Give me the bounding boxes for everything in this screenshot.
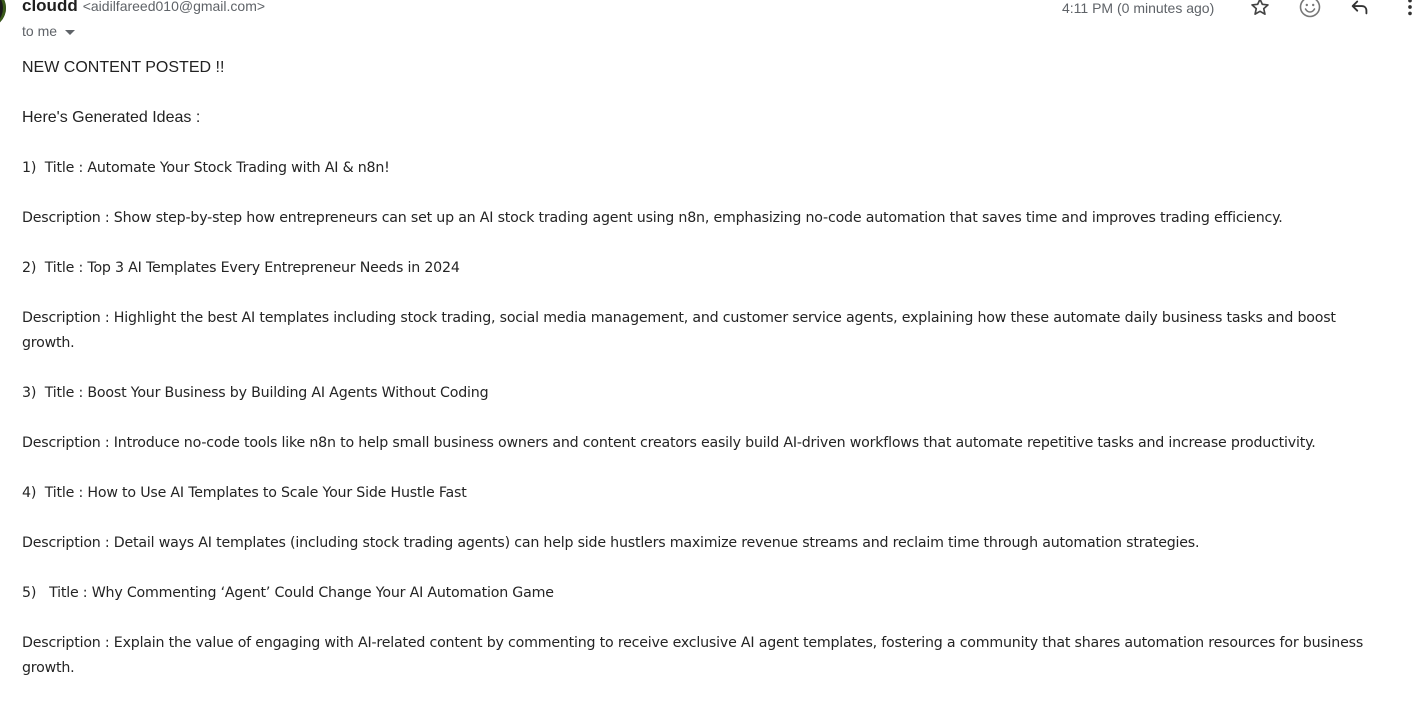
idea-description-2-cont: growth. [22,335,75,351]
message-intro: Here's Generated Ideas : [22,109,201,126]
sender-info [22,0,265,20]
idea-title-2: 2) Title : Top 3 AI Templates Every Entrepreneur Needs in 2024 [22,260,460,276]
star-icon [1249,0,1271,18]
idea-description-1: Description : Show step-by-step how entrepreneurs can set up an AI stock trading agent using n8n, emphasizing no-code automation that saves time and improves trading efficiency. [22,210,1283,226]
reply-button[interactable] [1347,0,1373,20]
idea-description-3: Description : Introduce no-code tools like n8n to help small business owners and content creators easily build AI-driven workflows that automate repetitive tasks and increase productivity. [22,435,1316,451]
idea-description-2: Description : Highlight the best AI templates including stock trading, social media management, and customer service agents, explaining how these automate daily business tasks and boost [22,310,1336,326]
sender-name[interactable]: cloudd [22,0,78,15]
sender-email: <aidilfareed010@gmail.com> [82,0,266,14]
more-vert-icon [1399,0,1421,18]
recipient-label: to me [22,23,58,39]
idea-description-5: Description : Explain the value of engaging with AI-related content by commenting to receive exclusive AI agent templates, fostering a community that shares automation resources for business [22,635,1364,651]
add-reaction-button[interactable] [1297,0,1323,20]
reply-icon [1349,0,1371,18]
idea-title-1: 1) Title : Automate Your Stock Trading with AI & n8n! [22,160,390,176]
more-options-button[interactable] [1397,0,1423,20]
idea-title-4: 4) Title : How to Use AI Templates to Scale Your Side Hustle Fast [22,485,467,501]
star-button[interactable] [1247,0,1273,20]
message-meta [1062,0,1214,20]
emoji-icon [1298,0,1322,19]
idea-title-5: 5) Title : Why Commenting ‘Agent’ Could Change Your AI Automation Game [22,585,554,601]
timestamp: 4:11 PM (0 minutes ago) [1062,0,1215,16]
idea-title-3: 3) Title : Boost Your Business by Building AI Agents Without Coding [22,385,489,401]
sender-avatar[interactable] [0,0,6,28]
chevron-down-icon[interactable] [65,30,75,35]
message-heading: NEW CONTENT POSTED !! [22,59,225,76]
recipient-details-toggle[interactable] [22,23,75,39]
idea-description-4: Description : Detail ways AI templates (including stock trading agents) can help side hustlers maximize revenue streams and reclaim time through automation strategies. [22,535,1200,551]
idea-description-5-cont: growth. [22,660,75,676]
message-body [22,56,1412,681]
